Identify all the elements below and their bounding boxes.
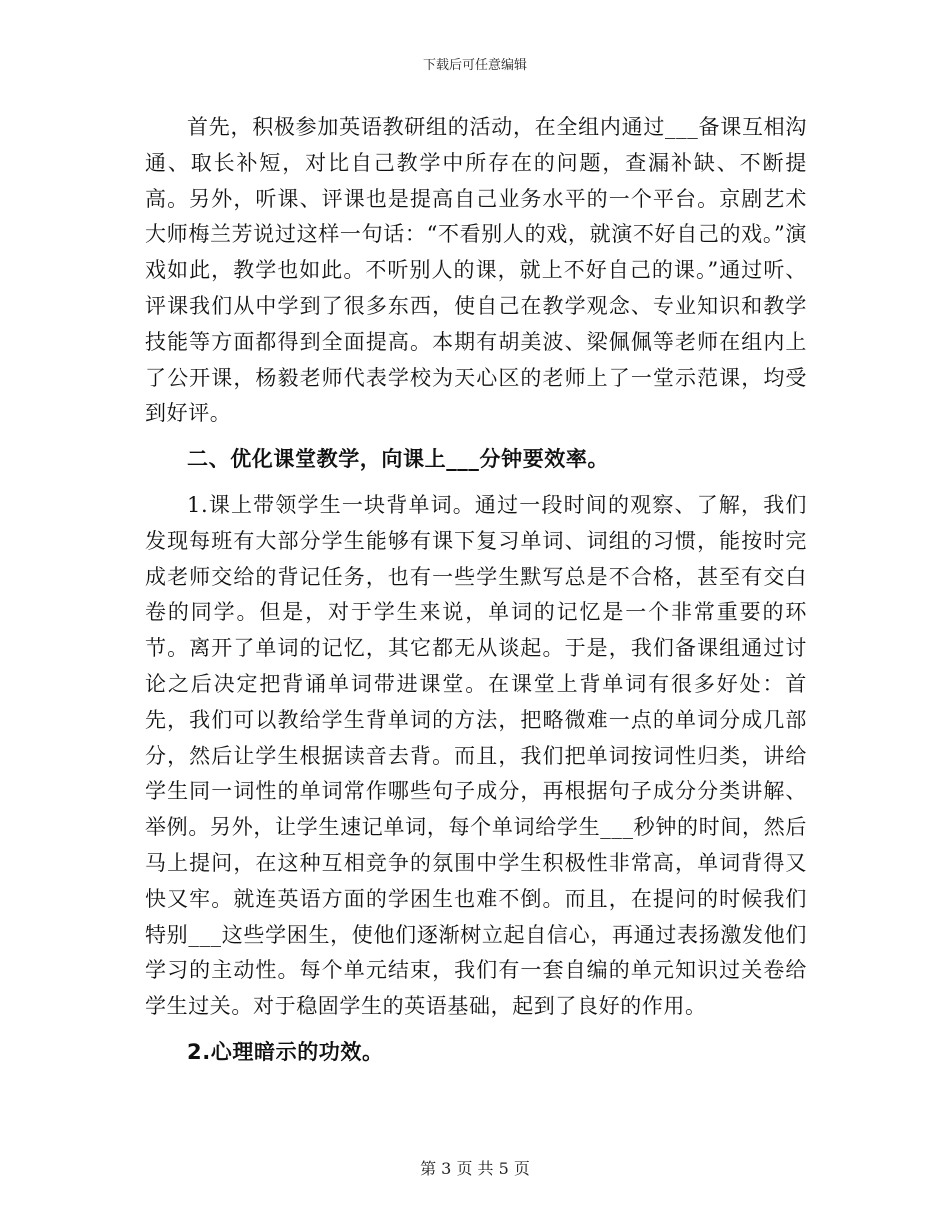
paragraph-vocabulary-in-class: 1.课上带领学生一块背单词。通过一段时间的观察、了解，我们发现每班有大部分学生能够有课下复习单词、词组的习惯，能按时完成老师交给的背记任务，也有一些学生默写总是不合格，甚至有交白卷的同学。但是，对于学生来说，单词的记忆是一个非常重要的环节。离开了单词的记忆，其它都无从谈起。于是，我们备课组通过讨论之后决定把背诵单词带进课堂。在课堂上背单词有很多好处：首先，我们可以教给学生背单词的方法，把略微难一点的单词分成几部分，然后让学生根据读音去背。而且，我们把单词按词性归类，讲给学生同一词性的单词常作哪些句子成分，再根据句子成分分类讲解、举例。另外，让学生速记单词，每个单词给学生___秒钟的时间，然后马上提问，在这种互相竞争的氛围中学生积极性非常高，单词背得又快又牢。就连英语方面的学困生也难不倒。而且，在提问的时候我们特别___这些学困生，使他们逐渐树立起自信心，再通过表扬激发他们学习的主动性。每个单元结束，我们有一套自编的单元知识过关卷给学生过关。对于稳固学生的英语基础，起到了良好的作用。 xyxy=(145,492,807,1019)
spacer xyxy=(145,432,807,442)
spacer xyxy=(145,478,807,488)
page-header: 下载后可任意编辑 xyxy=(422,58,527,73)
section-heading-optimize-classroom: 二、优化课堂教学，向课上___分钟要效率。 xyxy=(187,447,610,472)
page-footer: 第 3 页 共 5 页 xyxy=(420,1159,530,1178)
spacer xyxy=(145,1025,807,1035)
paragraph-teaching-research: 首先，积极参加英语教研组的活动，在全组内通过___备课互相沟通、取长补短，对比自己教学中所存在的问题，查漏补缺、不断提高。另外，听课、评课也是提高自己业务水平的一个平台。京剧艺术大师梅兰芳说过这样一句话：“不看别人的戏，就演不好自己的戏。”演戏如此，教学也如此。不听别人的课，就上不好自己的课。”通过听、评课我们从中学到了很多东西，使自己在教学观念、专业知识和教学技能等方面都得到全面提高。本期有胡美波、梁佩佩等老师在组内上了公开课，杨毅老师代表学校为天心区的老师上了一堂示范课，均受到好评。 xyxy=(145,115,807,426)
document-body xyxy=(145,110,807,1071)
subheading-psychological-hint: 2.心理暗示的功效。 xyxy=(187,1039,384,1064)
